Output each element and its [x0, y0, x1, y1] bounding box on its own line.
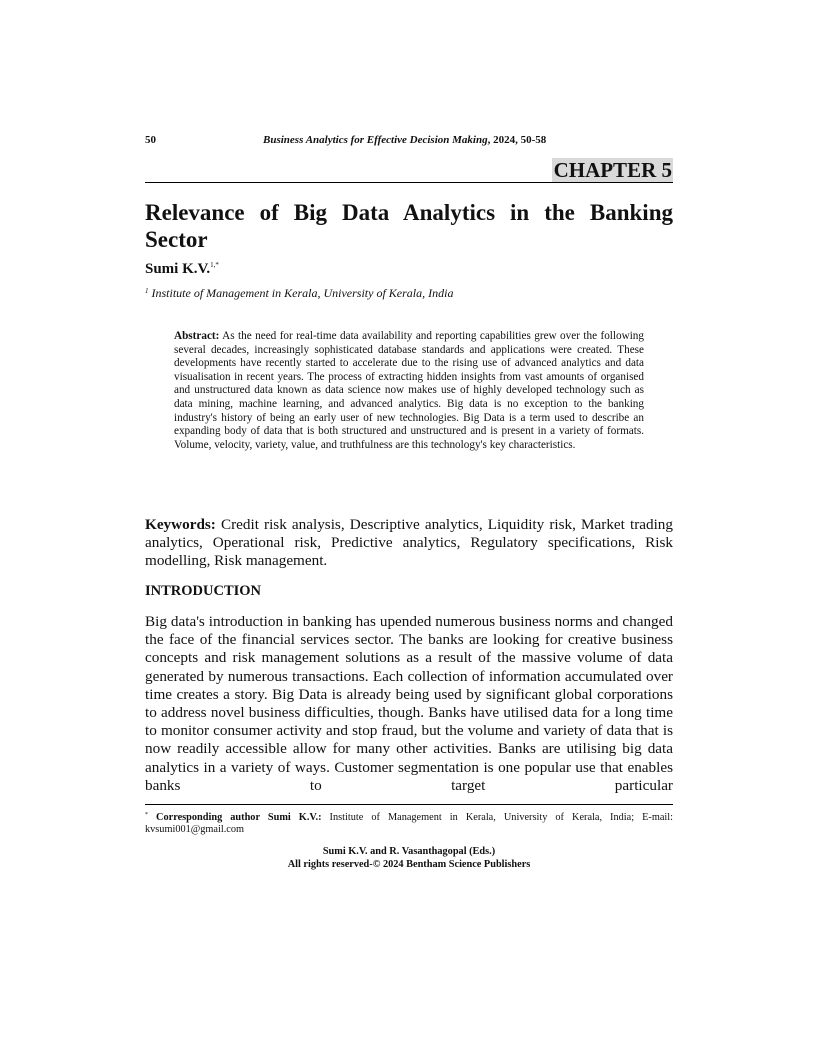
- footnote-label: Corresponding author Sumi K.V.:: [148, 812, 322, 823]
- journal-volume-pages: , 2024, 50-58: [487, 134, 547, 146]
- author-name: Sumi K.V.: [145, 261, 211, 277]
- running-header: [145, 134, 673, 148]
- affiliation-mark: 1: [145, 287, 149, 295]
- footnote-text: Institute of Management in Kerala, University of Kerala, India; E-mail: kvsumi001@gmail.com: [145, 812, 673, 836]
- footnote-divider: [145, 804, 673, 805]
- section-heading-introduction: INTRODUCTION: [145, 583, 262, 599]
- abstract: [174, 330, 644, 452]
- introduction-paragraph: Big data's introduction in banking has upended numerous business norms and changed the face of the financial services sector. The banks are looking for creative business concepts and risk management solutions as a result of the massive volume of data generated by numerous transactions. Each collection of information accumulated over time creates a story. Big Data is already being used by significant global corporations to address novel business difficulties, though. Banks have utilised data for a long time to monitor consumer activity and stop fraud, but the volume and variety of data that is now readily accessible allow for many other activities. Banks are utilising big data analytics in a variety of ways. Customer segmentation is one popular use that enables banks to target particular: [145, 613, 673, 794]
- abstract-text: As the need for real-time data availability and reporting capabilities grew over the following several decades, increasingly sophisticated database standards and applications were created. These developments have recently started to accelerate due to the rising use of advanced analytics and data visualisation in recent years. The process of extracting hidden insights from vast amounts of organised and unstructured data known as data science now makes use of highly developed technology such as data mining, machine learning, and advanced analytics. Big data is no exception to the banking industry's history of being an early user of new technologies. Big Data is a term used to describe an expanding body of data that is both structured and unstructured and is present in a variety of formats. Volume, velocity, variety, value, and truthfulness are this technology's key characteristics.: [174, 330, 644, 451]
- editors-line: Sumi K.V. and R. Vasanthagopal (Eds.): [322, 846, 496, 857]
- author-line: [145, 261, 219, 278]
- keywords-label: Keywords:: [145, 516, 216, 533]
- affiliation-text: Institute of Management in Kerala, University of Kerala, India: [148, 286, 454, 300]
- paper-title: Relevance of Big Data Analytics in the Banking Sector: [145, 200, 673, 252]
- publisher-block: [145, 845, 673, 871]
- footnote-mark: *: [145, 812, 148, 818]
- header-divider: [145, 182, 673, 183]
- page-number: 50: [145, 134, 156, 146]
- footnote: [145, 809, 673, 837]
- keywords: [145, 516, 673, 571]
- chapter-label: CHAPTER 5: [553, 158, 672, 182]
- abstract-label: Abstract:: [174, 330, 220, 342]
- rights-line: All rights reserved-© 2024 Bentham Science Publishers: [287, 859, 531, 870]
- journal-citation: [263, 134, 546, 146]
- author-marks: 1,*: [210, 261, 219, 269]
- journal-title: Business Analytics for Effective Decision Making: [263, 134, 488, 146]
- keywords-text: Credit risk analysis, Descriptive analytics, Liquidity risk, Market trading analytics, Operational risk, Predictive analytics, Regulatory specifications, Risk modelling, Risk management.: [145, 516, 673, 570]
- affiliation: [145, 286, 453, 301]
